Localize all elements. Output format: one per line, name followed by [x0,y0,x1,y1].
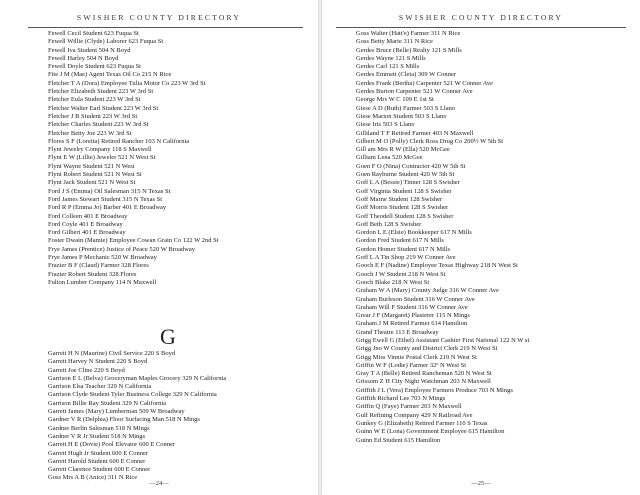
directory-entry: Gardner Berlin Salesman 518 N Mings [48,424,150,432]
directory-entry: Fewell Willie (Clyde) Laborer 623 Fuqua St [48,38,164,46]
directory-entry: Goff Morris Student 128 S Swisher [356,204,449,212]
directory-entry: Gooch J W Student 218 N West St [356,270,446,278]
page-number: —25— [471,480,491,487]
directory-entry: Gordon Fred Student 617 N Mills [356,237,444,245]
directory-entry: Goen Rayburne Student 420 W 5th St [356,171,455,179]
directory-list-g [48,350,318,483]
directory-entry: Garrett Harvey N Student 220 S Boyd [48,358,148,366]
directory-entry: Fulton Lumber Company 114 N Maxwell [48,278,157,286]
page-header: SWISHER COUNTY DIRECTORY [76,13,242,22]
directory-entry: Graham Will F Student 316 W Conner Ave [356,303,468,311]
directory-entry: Gerdes Emmett (Cleta) 309 W Conner [356,71,456,79]
directory-entry: Gerdes Wayne 121 S Mills [356,54,426,62]
directory-entry: Grigg Ewell G (Ethel) Assistant Cashier First National 122 N W st [356,336,530,344]
directory-entry: Ford J S (Emma) Oil Salesman 315 N Texas St [48,187,171,195]
directory-entry: Gilliland T F Retired Farmer 403 N Maxwell [356,129,474,137]
directory-list [48,30,318,287]
directory-entry: Goff L A Tin Shop 219 W Conner Ave [356,254,456,262]
directory-entry: Ford R P (Emma Jo) Barber 401 E Broadway [48,204,167,212]
directory-entry: Goff Beth 128 S Swisher [356,220,422,228]
directory-entry: Fletcher T A (Dora) Employee Tulia Motor Co 223 W 3rd St [48,79,206,87]
directory-entry: Goff Virginia Student 128 S Swisher [356,187,452,195]
directory-entry: Grear J F (Margaret) Plasterer 115 N Mings [356,312,470,320]
directory-list [356,30,640,445]
directory-entry: Goss Betty Marie 311 N Rice [356,38,433,46]
directory-entry: George Mrs W C 109 E 1st St [356,96,434,104]
directory-entry: Griffin W F (Lodie) Farmer 32º N West St [356,361,467,369]
directory-entry: Garrett H N (Maurine) Civil Service 220 S Boyd [48,350,176,357]
directory-entry: Goen F O (Nina) Contractor 420 W 5th St [356,162,466,170]
directory-entry: Gerdes Frank (Bertha) Carpenter 521 W Conner Ave [356,79,494,87]
directory-entry: Ford Gilbert 401 E Broadway [48,229,126,237]
directory-entry: Frazier B F (Claud) Farmer 328 Flores [48,262,149,270]
directory-entry: Goff Theodell Student 128 S Swisher [356,212,454,220]
directory-entry: Garrett Clarence Student 600 E Conner [48,466,151,474]
directory-entry: Fletcher Charles Student 223 W 3rd St [48,121,149,129]
directory-entry: Gunkey G (Elizabeth) Retired Farmer 110 S Texas [356,419,488,427]
directory-entry: Garrett Harold Student 600 E Conner [48,457,146,465]
directory-entry: Gilbert M O (Polly) Clerk Ross Drug Co 200½ W 5th St [356,137,504,145]
directory-entry: Flynt Robert Student 521 N West St [48,171,142,179]
directory-entry: Garrett Joe Cline 220 S Boyd [48,366,125,374]
directory-entry: Garrett H E (Dovie) Pool Elevator 600 E Conner [48,441,176,449]
directory-entry: Graham Burleson Student 316 W Conner Ave [356,295,475,303]
directory-entry: Griffith Richard Lee 703 N Mings [356,395,446,403]
directory-entry: Gulf Refining Company 429 N Railroad Ave [356,411,473,419]
directory-entry: Gooch Blake 218 N West St [356,278,430,286]
directory-entry: Garrett James (Mary) Lumberman 509 W Broadway [48,408,185,416]
directory-entry: Goff L A (Bessie) Tinner 128 S Swisher [356,179,460,187]
directory-entry: Fewell Harley 504 N Boyd [48,54,119,62]
directory-entry: Fletcher Walter Earl Student 223 W 3rd St [48,104,159,112]
left-page [0,0,318,495]
directory-entry: Frye James P Mechanic 520 W Broadway [48,254,157,262]
directory-entry: Gordon Homer Student 617 N Mills [356,245,451,253]
page-header: SWISHER COUNTY DIRECTORY [398,13,564,22]
directory-entry: Graham W A (Mary) County Judge 316 W Conner Ave [356,287,499,295]
directory-entry: Garrison E L (Belva) Groceryman Maples Grocery 329 N California [48,374,227,382]
directory-entry: Gordon L E (Elsie) Bookkeeper 617 N Mills [356,229,472,237]
directory-entry: Fewell Doyle Student 623 Fuqua St [48,63,141,71]
page-number: —24— [149,480,169,487]
directory-entry: Gray T A (Belle) Retired Rancheman 520 N West St [356,370,492,378]
directory-entry: Guinn Ed Student 615 Hamilton [356,436,441,444]
header-rule [336,27,626,28]
directory-entry: Gilliam Lena 520 McGee [356,154,423,162]
directory-entry: Garrison Elsa Teacher 329 N California [48,383,152,391]
directory-entry: Fletcher J B Student 223 W 3rd St [48,112,138,120]
directory-entry: Foster Dwain (Mamie) Employee Cowan Grain Co 122 W 2nd St [48,237,219,245]
directory-entry: Flynt Jack Student 521 N West St [48,179,136,187]
directory-entry: Guinn W E (Lona) Government Employee 615 Hamilton [356,428,505,436]
directory-entry: Gardner V R (Delphia) Floor Surfacing Man 518 N Mings [48,416,200,424]
directory-entry: Gerdes Burton Carpenter 521 W Conner Ave [356,88,473,96]
directory-entry: Fletcher Eula Student 223 W 3rd St [48,96,141,104]
right-page [322,0,640,495]
directory-entry: Ford Colleen 401 E Broadway [48,212,128,220]
section-letter: G [160,324,176,349]
directory-entry: Griffith J L (Vera) Employee Farmers Produce 703 N Mings [356,386,513,394]
directory-entry: Fletcher Elizabeth Student 223 W 3rd St [48,88,154,96]
directory-entry: Fite J M (Mae) Agent Texas Oil Co 215 N Rice [48,71,172,79]
directory-entry: Fewell Iva Student 504 N Boyd [48,46,131,54]
directory-entry: Garrison Clyde Student Tyler Business College 329 N California [48,391,217,399]
directory-entry: Gerdes Carl 121 S Mills [356,63,420,71]
directory-entry: Grissom Z H City Night Watchman 203 N Maxwell [356,378,491,386]
directory-entry: Gooch E F (Nadine) Employee Texas Highway 218 N West St [356,262,518,270]
directory-entry: Goff Marne Student 128 Swisher [356,195,443,203]
directory-entry: Grigg Jno W County and District Clerk 219 N West St [356,345,498,353]
directory-entry: Flores S F (Loretta) Retired Rancher 103 N California [48,137,190,145]
directory-entry: Ford James Stewart Student 315 N Texas St [48,195,163,203]
directory-entry: Fewell Cecil Student 623 Fuqua St [48,30,139,37]
directory-entry: Garrison Billie Ray Student 329 N California [48,399,167,407]
directory-entry: Garrett Hugh Jr Student 600 E Conner [48,449,149,457]
directory-entry: Frye James (Prentice) Justice of Peace 520 W Broadway [48,245,196,253]
directory-entry: Grand Theatre 113 E Broadway [356,328,439,336]
directory-entry: Giese Marion Student 503 S Llano [356,112,447,120]
directory-entry: Gill am Mrs R W (Ella) 520 McGee [356,146,450,154]
directory-entry: Fletcher Betty Joe 223 W 3rd St [48,129,132,137]
directory-entry: Goss Mrs A B (Anice) 311 N Rice [48,474,138,482]
directory-entry: Gerdes Bruce (Belle) Realty 121 S Mills [356,46,462,54]
directory-entry: Gardner V R Jr Student 518 N Mings [48,432,146,440]
directory-entry: Goss Walter (Hatt'e) Farmer 311 N Rice [356,30,461,37]
directory-entry: Giese Iris 503 S Llano [356,121,415,129]
header-rule [28,27,303,28]
section-g [48,320,318,483]
directory-entry: Ford Coyle 401 E Broadway [48,220,123,228]
directory-entry: Griffin Q (Faye) Farmer 203 N Maxwell [356,403,462,411]
directory-entry: Frazier Robert Student 328 Flores [48,270,137,278]
directory-entry: Grigg Miss Vinnie Postal Clerk 219 N West St [356,353,477,361]
directory-entry: Flynt Wayne Student 521 N West [48,162,135,170]
directory-entry: Giese A D (Ruth) Farmer 503 S Llano [356,104,456,112]
directory-entry: Graham J M Retired Farmer 614 Hamilton [356,320,468,328]
directory-entry: Flynt E W (Lillie) Jeweler 521 N West St [48,154,156,162]
directory-entry: Flynt Jewelry Company 118 S Maxwell [48,146,152,154]
